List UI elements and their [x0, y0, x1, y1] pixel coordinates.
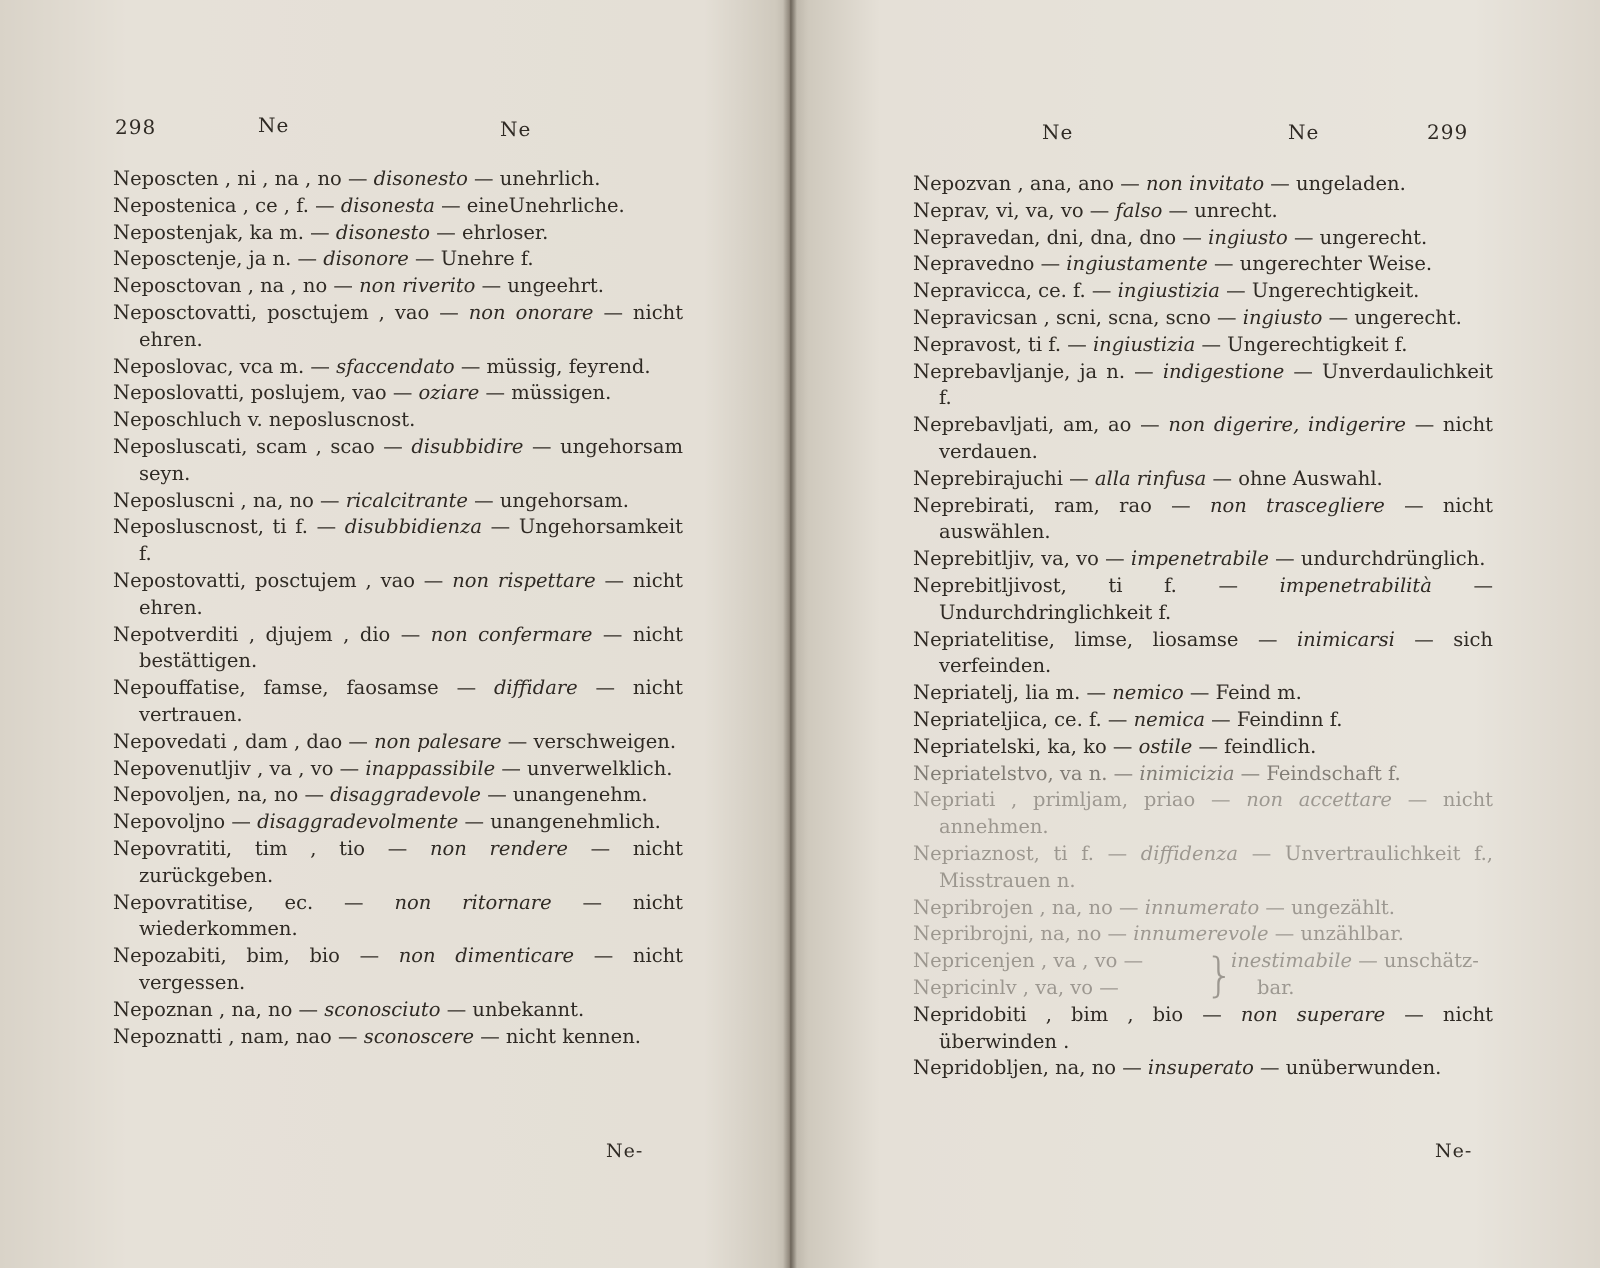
entry-german: — nicht zurückgeben. — [139, 836, 683, 887]
dictionary-entry — [113, 890, 683, 944]
entry-german: — nicht ehren. — [139, 300, 684, 351]
entry-headword: Nepravicca, ce. f. — — [913, 279, 1112, 303]
entry-headword: Nepravedno — — [913, 252, 1061, 276]
dictionary-entry — [913, 251, 1493, 278]
entry-headword: Neposchluch v. neposluscnost. — [113, 408, 416, 432]
entry-italian: impenetrabilità — [1279, 573, 1432, 597]
dictionary-entry — [913, 573, 1493, 627]
entry-headword: Neposcten , ni , na , no — — [113, 167, 368, 190]
dictionary-entry — [913, 198, 1493, 225]
entry-headword: Nepravost, ti f. — — [913, 332, 1087, 356]
entry-german: — unüberwunden. — [1260, 1056, 1442, 1080]
entry-german: — Feindschaft f. — [1240, 761, 1401, 785]
entry-italian: non trascegliere — [1209, 493, 1385, 517]
entry-german: — nicht auswählen. — [939, 493, 1493, 544]
entry-italian: disonesto — [373, 167, 468, 190]
left-entries-list — [113, 166, 683, 1050]
pair-tail-1: — unschätz- — [1358, 949, 1479, 973]
entry-german: — unrecht. — [1168, 198, 1278, 222]
entry-headword: Nepoznatti , nam, nao — — [113, 1024, 358, 1048]
entry-german: — nicht verdauen. — [939, 413, 1494, 463]
dictionary-entry — [913, 332, 1493, 359]
dictionary-entry — [113, 997, 683, 1024]
dictionary-entry — [913, 278, 1493, 305]
entry-italian: oziare — [418, 381, 480, 405]
entry-italian: innumerato — [1144, 895, 1260, 919]
dictionary-entry — [913, 171, 1493, 198]
entry-headword: Nepozvan , ana, ano — — [913, 172, 1140, 195]
entry-italian: non palesare — [374, 729, 502, 753]
dictionary-entry — [113, 729, 683, 756]
pair-line-2: Nepricinlv , va, vo — — [913, 975, 1119, 999]
entry-italian: disonore — [323, 247, 409, 271]
entry-italian: disubbidire — [411, 434, 524, 458]
dictionary-entry — [913, 466, 1493, 493]
entry-headword: Nepriatelstvo, va n. — — [913, 761, 1134, 785]
entry-italian: inimicizia — [1139, 761, 1235, 785]
entry-headword: Nepostenica , ce , f. — — [113, 193, 335, 217]
entry-italian: ingiustizia — [1117, 279, 1220, 303]
entry-italian: ingiustamente — [1066, 252, 1208, 276]
entry-italian: diffidenza — [1140, 841, 1239, 865]
entry-german: — Undurchdringlichkeit f. — [939, 573, 1494, 624]
entry-headword: Neprebirati, ram, rao — — [913, 493, 1191, 517]
bracketed-entry-pair — [913, 948, 1493, 1002]
entry-german: — nicht bestättigen. — [139, 622, 684, 673]
entry-italian: disubbidienza — [344, 515, 483, 539]
pair-tail-2: bar. — [1257, 975, 1295, 999]
entry-italian: disaggradevolmente — [257, 810, 459, 834]
entry-italian: disonesta — [340, 193, 435, 217]
entry-italian: inappassibile — [365, 756, 496, 780]
dictionary-entry — [113, 354, 683, 381]
entry-german: — unzählbar. — [1274, 922, 1404, 946]
entry-headword: Nepriatelitise, limse, liosamse — — [913, 627, 1278, 651]
entry-italian: disonesto — [335, 220, 431, 244]
entry-german: — unbekannt. — [446, 997, 585, 1021]
dictionary-entry — [113, 1024, 683, 1051]
entry-headword: Nepovoljen, na, no — — [113, 783, 324, 807]
dictionary-entry — [113, 943, 683, 997]
entry-headword: Neprebavljanje, ja n. — — [913, 359, 1154, 383]
pair-line-1: Nepricenjen , va , vo — — [913, 949, 1144, 973]
entry-italian: ostile — [1138, 734, 1193, 758]
entry-german: — Feind m. — [1189, 681, 1302, 705]
entry-german: — ungeladen. — [1270, 172, 1406, 195]
dictionary-entry — [913, 734, 1493, 761]
dictionary-entry — [113, 622, 683, 676]
entry-italian: indigestione — [1162, 359, 1285, 383]
entry-german: — müssig, feyrend. — [460, 354, 651, 378]
entry-german: — undurchdrünglich. — [1275, 547, 1486, 571]
entry-german: — ungehorsam seyn. — [139, 434, 683, 485]
entry-headword: Nepovratitise, ec. — — [113, 890, 364, 914]
dictionary-entry — [113, 782, 683, 809]
entry-italian: falso — [1115, 198, 1163, 222]
entry-headword: Nepravedan, dni, dna, dno — — [913, 225, 1202, 249]
brace-icon: } — [1205, 948, 1235, 1003]
dictionary-entry — [913, 787, 1493, 841]
running-head-left-2: Ne — [500, 117, 532, 141]
dictionary-entry — [913, 225, 1493, 252]
entry-german: — ungerecht. — [1328, 305, 1462, 329]
entry-german: — nicht vergessen. — [139, 944, 684, 994]
entry-italian: non superare — [1240, 1002, 1386, 1026]
dictionary-entry — [113, 273, 683, 300]
entry-german: — müssigen. — [485, 381, 612, 405]
entry-german: — ungezählt. — [1265, 895, 1395, 919]
entry-italian: non rispettare — [452, 568, 596, 592]
dictionary-entry — [113, 675, 683, 729]
catchword-left: Ne- — [606, 1140, 644, 1162]
dictionary-entry — [113, 220, 683, 247]
entry-headword: Neposluscni , na, no — — [113, 488, 340, 512]
entry-german: — Unverdaulichkeit f. — [939, 359, 1493, 410]
entry-headword: Neposlovac, vca m. — — [113, 354, 330, 378]
dictionary-entry — [913, 359, 1493, 413]
entry-headword: Neposctovan , na , no — — [113, 274, 353, 298]
entry-headword: Nepribrojen , na, no — — [913, 895, 1139, 919]
entry-headword: Neposctenje, ja n. — — [113, 247, 317, 271]
entry-german: — Feindinn f. — [1211, 707, 1343, 731]
dictionary-entry — [113, 488, 683, 515]
left-page — [0, 0, 790, 1268]
entry-headword: Nepriateljica, ce. f. — — [913, 707, 1128, 731]
dictionary-entry — [913, 761, 1493, 788]
entry-headword: Nepriatelski, ka, ko — — [913, 734, 1133, 758]
entry-italian: sconoscere — [363, 1024, 474, 1048]
entry-german: — unangenehmlich. — [464, 810, 661, 834]
dictionary-entry — [113, 193, 683, 220]
dictionary-entry — [113, 407, 683, 434]
entry-german: — ungerecht. — [1293, 225, 1428, 249]
entry-german: — ungehorsam. — [474, 488, 629, 512]
dictionary-entry — [913, 841, 1493, 895]
dictionary-entry — [913, 1055, 1493, 1082]
entry-italian: disaggradevole — [330, 783, 481, 807]
dictionary-entry — [913, 546, 1493, 573]
entry-headword: Nepozabiti, bim, bio — — [113, 944, 380, 968]
dictionary-entry — [913, 707, 1493, 734]
entry-german: — sich verfeinden. — [939, 627, 1493, 678]
entry-headword: Nepoznan , na, no — — [113, 997, 319, 1021]
entry-headword: Neprav, vi, va, vo — — [913, 198, 1110, 222]
entry-italian: non digerire, indigerire — [1168, 413, 1406, 437]
entry-headword: Neprebirajuchi — — [913, 466, 1089, 490]
entry-headword: Nepridobiti , bim , bio — — [913, 1002, 1222, 1026]
entry-headword: Neposctovatti, posctujem , vao — — [113, 300, 459, 324]
running-head-right-2: Ne — [1288, 120, 1320, 144]
right-entries-list — [913, 171, 1493, 1082]
entry-headword: Nepostenjak, ka m. — — [113, 220, 330, 244]
dictionary-entry — [913, 412, 1493, 466]
dictionary-entry — [113, 166, 683, 193]
entry-italian: non rendere — [429, 836, 568, 860]
dictionary-entry — [913, 921, 1493, 948]
entry-german: — ungeehrt. — [481, 274, 604, 298]
entry-headword: Neposlovatti, poslujem, vao — — [113, 381, 413, 405]
dictionary-entry — [113, 380, 683, 407]
entry-german: — unehrlich. — [474, 167, 601, 190]
entry-headword: Nepovoljno — — [113, 810, 251, 834]
entry-german: — verschweigen. — [507, 729, 677, 753]
entry-german: — nicht ehren. — [139, 568, 684, 619]
entry-italian: sfaccendato — [336, 354, 455, 378]
entry-italian: insuperato — [1147, 1056, 1254, 1080]
catchword-right: Ne- — [1435, 1140, 1473, 1162]
running-head-left-1: Ne — [258, 113, 290, 137]
entry-italian: ricalcitrante — [345, 488, 468, 512]
entry-italian: impenetrabile — [1130, 547, 1269, 571]
entry-headword: Neprebitljiv, va, vo — — [913, 547, 1125, 571]
entry-headword: Nepovedati , dam , dao — — [113, 729, 368, 753]
entry-italian: non dimenticare — [398, 944, 575, 968]
entry-italian: nemico — [1112, 681, 1184, 705]
entry-headword: Neprebitljivost, ti f. — — [913, 573, 1238, 597]
entry-german: — nicht wiederkommen. — [139, 890, 684, 941]
entry-headword: Nepouffatise, famse, faosamse — — [113, 676, 477, 700]
entry-german: — eineUnehrliche. — [441, 193, 625, 217]
dictionary-entry — [913, 1002, 1493, 1056]
entry-italian: nemica — [1133, 707, 1205, 731]
entry-headword: Neprebavljati, am, ao — — [913, 413, 1160, 437]
entry-italian: innumerevole — [1133, 922, 1269, 946]
entry-italian: diffidare — [493, 676, 578, 700]
entry-headword: Nepravicsan , scni, scna, scno — — [913, 305, 1237, 329]
entry-german: — ehrloser. — [436, 220, 549, 244]
entry-german: — ohne Auswahl. — [1212, 466, 1383, 490]
entry-german: — ungerechter Weise. — [1214, 252, 1433, 276]
entry-headword: Nepridobljen, na, no — — [913, 1056, 1142, 1080]
entry-german: — nicht vertrauen. — [139, 676, 684, 726]
entry-headword: Nepostovatti, posctujem , vao — — [113, 568, 444, 592]
dictionary-entry — [913, 493, 1493, 547]
entry-german: — unangenehm. — [487, 783, 648, 807]
entry-headword: Neposluscnost, ti f. — — [113, 515, 337, 539]
dictionary-entry — [913, 680, 1493, 707]
page-number-right: 299 — [1427, 120, 1469, 144]
entry-italian: non riverito — [359, 274, 476, 298]
entry-italian: ingiusto — [1208, 225, 1288, 249]
entry-italian: non accettare — [1246, 788, 1392, 812]
entry-headword: Nepovenutljiv , va , vo — — [113, 756, 360, 780]
entry-italian: ingiusto — [1242, 305, 1323, 329]
entry-headword: Nepotverditi , djujem , dio — — [113, 622, 421, 646]
entry-german: — Unehre f. — [415, 247, 534, 271]
entry-italian: non invitato — [1145, 172, 1265, 195]
entry-german: — feindlich. — [1198, 734, 1317, 758]
entry-headword: Nepribrojni, na, no — — [913, 922, 1128, 946]
running-head-right-1: Ne — [1042, 120, 1074, 144]
dictionary-entry — [113, 246, 683, 273]
entry-headword: Nepriaznost, ti f. — — [913, 841, 1128, 865]
entry-german: — unverwelklich. — [501, 756, 673, 780]
entry-german: — Ungerechtigkeit. — [1226, 279, 1420, 303]
entry-german: — Unvertraulichkeit f., Misstrauen n. — [939, 841, 1494, 892]
dictionary-entry — [113, 434, 683, 488]
dictionary-entry — [113, 514, 683, 568]
dictionary-entry — [113, 836, 683, 890]
entry-headword: Nepriatelj, lia m. — — [913, 681, 1107, 705]
dictionary-entry — [913, 305, 1493, 332]
entry-headword: Neposluscati, scam , scao — — [113, 434, 403, 458]
entry-german: — Ungerechtigkeit f. — [1201, 332, 1408, 356]
dictionary-entry — [113, 809, 683, 836]
dictionary-entry — [913, 627, 1493, 681]
entry-italian: alla rinfusa — [1094, 466, 1207, 490]
entry-italian: non ritornare — [394, 890, 552, 914]
entry-italian: non onorare — [468, 300, 594, 324]
page-number-left: 298 — [115, 115, 157, 139]
dictionary-entry — [113, 756, 683, 783]
entry-italian: sconosciuto — [324, 997, 441, 1021]
entry-german: — nicht kennen. — [480, 1024, 641, 1048]
dictionary-entry — [113, 300, 683, 354]
pair-italian: inestimabile — [1231, 949, 1353, 973]
entry-german: — nicht annehmen. — [939, 788, 1494, 839]
entry-italian: non confermare — [430, 622, 593, 646]
entry-german: — nicht überwinden . — [939, 1002, 1494, 1053]
dictionary-entry — [913, 895, 1493, 922]
dictionary-entry — [113, 568, 683, 622]
entry-german: — Ungehorsamkeit f. — [139, 515, 684, 566]
right-page — [795, 0, 1600, 1268]
entry-italian: inimicarsi — [1296, 627, 1395, 651]
entry-italian: ingiustizia — [1092, 332, 1196, 356]
entry-headword: Nepovratiti, tim , tio — — [113, 836, 408, 860]
entry-headword: Nepriati , primljam, priao — — [913, 788, 1231, 812]
